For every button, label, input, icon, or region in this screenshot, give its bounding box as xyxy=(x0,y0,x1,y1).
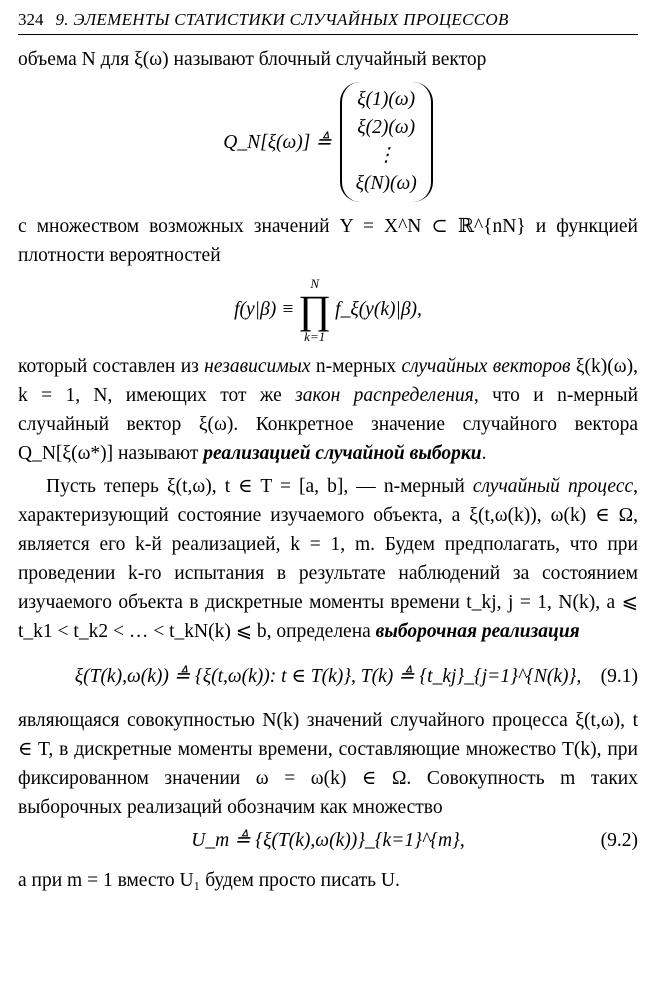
vector-row: ξ(N)(ω) xyxy=(355,173,417,194)
paragraph-1: объема N для ξ(ω) называют блочный случайный вектор xyxy=(18,49,487,70)
term-distribution-law: закон распределения xyxy=(295,385,474,406)
text-run: , характеризующий состояние изучаемого объекта, а ξ(t,ω(k)), ω(k) ∈ Ω, является его k-й реализацией, k = 1, m. Будем предполагать, что при проведении k-го испытания в результате наблюдений за состоянием изучаемого объекта в дискретные моменты времени t_kj, j = 1, N(k), a ⩽ t_k1 < t_k2 < … < t_kN(k) ⩽ b, определена xyxy=(18,476,639,642)
text-run: ξ(k)(ω), k = 1, N, имеющих тот же xyxy=(18,356,638,406)
product-lower-limit: k=1 xyxy=(304,329,326,344)
vector-row: ξ(1)(ω) xyxy=(357,89,416,110)
product-lhs: f(y|β) ≡ xyxy=(234,299,295,320)
paragraph-6: а при m = 1 вместо U₁ будем просто писать U. xyxy=(18,870,400,891)
text-run: который составлен из xyxy=(18,356,199,377)
running-header xyxy=(18,10,638,35)
column-vector xyxy=(340,82,433,202)
paragraph-4 xyxy=(18,472,638,646)
equation-9-2-body: U_m ≜ {ξ(T(k),ω(k))}_{k=1}^{m}, xyxy=(191,830,465,851)
product-rhs: f_ξ(y(k)|β), xyxy=(335,299,422,320)
vector-row: ξ(2)(ω) xyxy=(357,117,416,138)
vector-row: ⋮ xyxy=(376,145,396,166)
equation-9-1 xyxy=(18,660,638,694)
page-number: 324 xyxy=(18,10,44,29)
product-operator xyxy=(298,276,331,344)
equation-9-2-number: (9.2) xyxy=(600,830,638,851)
paragraph-3 xyxy=(18,352,638,468)
equation-9-1-body: ξ(T(k),ω(k)) ≜ {ξ(t,ω(k)): t ∈ T(k)}, T(k) ≜ {t_kj}_{j=1}^{N(k)}, xyxy=(74,666,582,687)
equation-product xyxy=(18,276,638,344)
text-run: . xyxy=(481,443,487,464)
term-random-process: случайный процесс xyxy=(472,476,634,497)
product-upper-limit: N xyxy=(310,276,320,291)
chapter-title: 9. ЭЛЕМЕНТЫ СТАТИСТИКИ СЛУЧАЙНЫХ ПРОЦЕССОВ xyxy=(55,10,509,29)
equation-block-vector xyxy=(18,82,638,202)
equation-9-1-number: (9.1) xyxy=(600,666,638,687)
term-independent: независимых xyxy=(204,356,311,377)
term-sampled-realization: выборочная реализация xyxy=(375,621,580,642)
term-sample-realization: реализацией случайной выборки xyxy=(203,443,482,464)
text-run: , что и n-мерный случайный вектор ξ(ω). Конкретное значение случайного вектора Q_N[ξ(ω*)] называют xyxy=(18,385,639,464)
page xyxy=(18,10,638,895)
text-run: n-мерных xyxy=(315,356,397,377)
paragraph-5: являющаяся совокупностью N(k) значений случайного процесса ξ(t,ω), t ∈ T, в дискретные моменты времени, составляющие множество T(k), при фиксированном значении ω = ω(k) ∈ Ω. Совокупность m таких выборочных реализаций обозначим как множество xyxy=(18,710,638,818)
text-run: Пусть теперь ξ(t,ω), t ∈ T = [a, b], — n-мерный xyxy=(46,476,465,497)
paragraph-2: с множеством возможных значений Y = X^N ⊂ ℝ^{nN} и функцией плотности вероятностей xyxy=(18,216,638,266)
vector-lhs: Q_N[ξ(ω)] ≜ xyxy=(223,132,332,153)
equation-9-2 xyxy=(18,824,638,858)
term-random-vectors: случайных векторов xyxy=(401,356,571,377)
product-sign-icon: ∏ xyxy=(298,287,332,332)
